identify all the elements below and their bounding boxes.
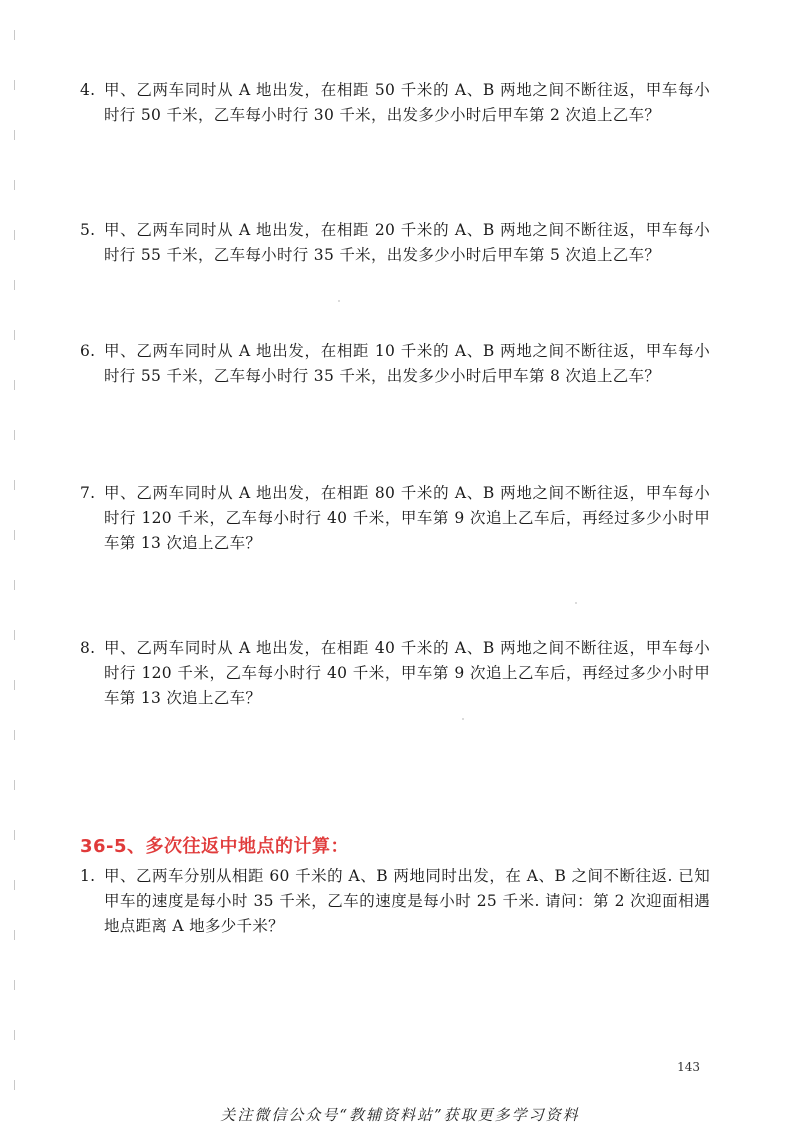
problem-5: [80, 218, 710, 268]
problem-number: 8.: [80, 639, 96, 657]
page-number: 143: [677, 1060, 700, 1074]
scan-speck: [462, 718, 464, 720]
binding-marks: [14, 30, 20, 1090]
scan-speck: [338, 300, 340, 302]
problem-8: [80, 636, 710, 711]
problem-4: [80, 78, 710, 128]
scan-speck: [575, 602, 577, 604]
problem-number: 6.: [80, 342, 96, 360]
problem-text: 甲、乙两车同时从 A 地出发，在相距 80 千米的 A、B 两地之间不断往返，甲车每小时行 120 千米，乙车每小时行 40 千米，甲车第 9 次追上乙车后，再经过多少小时甲车第 13 次追上乙车？: [104, 484, 710, 552]
footer-note: 关注微信公众号“教辅资料站”获取更多学习资料: [220, 1106, 580, 1124]
problem-number: 4.: [80, 81, 96, 99]
problem-7: [80, 481, 710, 556]
problem-text: 甲、乙两车同时从 A 地出发，在相距 10 千米的 A、B 两地之间不断往返，甲车每小时行 55 千米，乙车每小时行 35 千米，出发多少小时后甲车第 8 次追上乙车？: [104, 342, 710, 385]
problem-number: 1.: [80, 867, 96, 885]
problem-text: 甲、乙两车分别从相距 60 千米的 A、B 两地同时出发，在 A、B 之间不断往返. 已知甲车的速度是每小时 35 千米，乙车的速度是每小时 25 千米. 请问：第 2 次迎面相遇地点距离 A 地多少千米？: [104, 867, 710, 935]
problem-text: 甲、乙两车同时从 A 地出发，在相距 50 千米的 A、B 两地之间不断往返，甲车每小时行 50 千米，乙车每小时行 30 千米，出发多少小时后甲车第 2 次追上乙车？: [104, 81, 710, 124]
problem-text: 甲、乙两车同时从 A 地出发，在相距 40 千米的 A、B 两地之间不断往返，甲车每小时行 120 千米，乙车每小时行 40 千米，甲车第 9 次追上乙车后，再经过多少小时甲车第 13 次追上乙车？: [104, 639, 710, 707]
problem-6: [80, 339, 710, 389]
section-problem-1: [80, 864, 710, 939]
problem-number: 7.: [80, 484, 96, 502]
problem-text: 甲、乙两车同时从 A 地出发，在相距 20 千米的 A、B 两地之间不断往返，甲车每小时行 55 千米，乙车每小时行 35 千米，出发多少小时后甲车第 5 次追上乙车？: [104, 221, 710, 264]
section-title: 36-5、多次往返中地点的计算：: [80, 836, 350, 857]
problem-number: 5.: [80, 221, 96, 239]
